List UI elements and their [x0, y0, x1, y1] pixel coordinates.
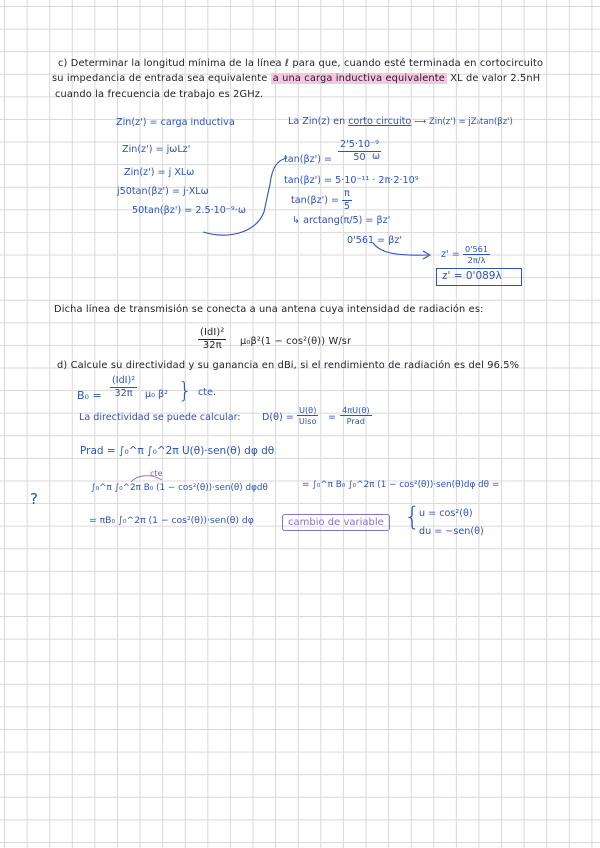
equals-sign: =: [328, 412, 337, 423]
connector-bracket: [203, 158, 287, 235]
arctan-line: ↳ arctang(π/5) = βz': [292, 215, 391, 226]
z-prime-lhs: z' =: [441, 249, 460, 260]
directivity-f2-numerator: 4πU(θ): [342, 405, 370, 415]
tan-eq-1-omega: ω: [372, 151, 381, 162]
tan-eq-3-lhs: tan(βz') =: [291, 195, 340, 206]
tan-eq-1-numerator: 2'5·10⁻⁹: [340, 139, 380, 150]
beta-z-result: 0'561 = βz': [347, 235, 402, 246]
b0-denominator: 32π: [114, 387, 133, 399]
integral-3: = πB₀ ∫₀^2π (1 − cos²(θ))·sen(θ) dφ: [89, 515, 254, 526]
calc-left-line-5: 50tan(βz') = 2.5·10⁻⁹·ω: [132, 205, 246, 216]
substitution-du: du = −sen(θ): [419, 526, 484, 537]
substitution-box: cambio de variable: [282, 514, 390, 531]
antenna-intro: Dicha línea de transmisión se conecta a una antena cuya intensidad de radiación es:: [54, 304, 484, 315]
integral-2-right: = ∫₀^π B₀ ∫₀^2π (1 − cos²(θ))·sen(θ)dφ dθ =: [302, 480, 500, 490]
directivity-f1-denominator: Uiso: [298, 416, 317, 427]
tan-eq-3-denominator: 5: [343, 200, 350, 212]
highlighted-phrase: a una carga inductiva equivalente: [272, 73, 445, 84]
directivity-text: La directividad se puede calcular:: [79, 412, 241, 423]
directivity-lhs: D(θ) =: [262, 412, 294, 423]
tan-eq-1-lhs: tan(βz') =: [284, 154, 333, 165]
directivity-f2-denominator: Prad: [346, 416, 365, 427]
b0-lhs: B₀ =: [77, 389, 102, 402]
calc-left-line-4: j50tan(βz') = j·XLω: [117, 186, 209, 197]
z-prime-numerator: 0'561: [465, 244, 489, 254]
part-c-line-2-end: XL de valor 2.5nH: [446, 73, 541, 84]
intensity-numerator: (IdI)²: [200, 327, 225, 338]
calc-right-underlined: corto circuito: [348, 116, 412, 127]
calc-left-line-2: Zin(z') = jωLz': [122, 144, 191, 155]
calc-right-line-1-c: ⟶ Zin(z') = jZ₀tan(βz'): [411, 117, 513, 127]
calc-left-line-1: Zin(z') = carga inductiva: [116, 117, 235, 128]
cte-bracket: [131, 476, 162, 482]
question-mark: ?: [30, 490, 38, 508]
z-prime-denominator: 2π/λ: [467, 255, 486, 266]
boxed-result: z' = 0'089λ: [442, 270, 502, 282]
directivity-f1-numerator: U(θ): [299, 405, 317, 415]
arrow-line: [373, 243, 428, 255]
calc-right-line-1-a: La Zin(z) en: [288, 116, 349, 127]
prad-integral: Prad = ∫₀^π ∫₀^2π U(θ)·sen(θ) dφ dθ: [80, 445, 275, 457]
b0-tail: μ₀ β²: [145, 389, 168, 400]
intensity-tail: μ₀β²(1 − cos²(θ)) W/sr: [240, 336, 352, 347]
tan-eq-2: tan(βz') = 5·10⁻¹¹ · 2π·2·10⁹: [284, 175, 419, 186]
integral-2-left: ∫₀^π ∫₀^2π B₀ (1 − cos²(θ))·sen(θ) dφdθ: [91, 483, 268, 493]
substitution-brace: {: [404, 502, 421, 532]
b0-brace: }: [178, 379, 192, 404]
part-c-line-1: c) Determinar la longitud mínima de la línea ℓ para que, cuando esté terminada en cortocircuito: [58, 58, 544, 69]
calc-left-line-3: Zin(z') = j XLω: [124, 167, 195, 178]
part-c-line-2-start: su impedancia de entrada sea equivalente: [52, 73, 271, 84]
tan-eq-3-numerator: π: [344, 188, 350, 199]
cte-note: cte: [150, 469, 163, 478]
substitution-u: u = cos²(θ): [419, 508, 473, 519]
part-d-line: d) Calcule su directividad y su ganancia en dBi, si el rendimiento de radiación es del 96.5%: [57, 360, 520, 371]
intensity-denominator: 32π: [202, 339, 222, 351]
part-c-line-3: cuando la frecuencia de trabajo es 2GHz.: [55, 89, 264, 100]
b0-constant-note: cte.: [198, 387, 216, 398]
b0-numerator: (IdI)²: [112, 375, 136, 386]
tan-eq-1-denominator: 50: [353, 151, 366, 163]
